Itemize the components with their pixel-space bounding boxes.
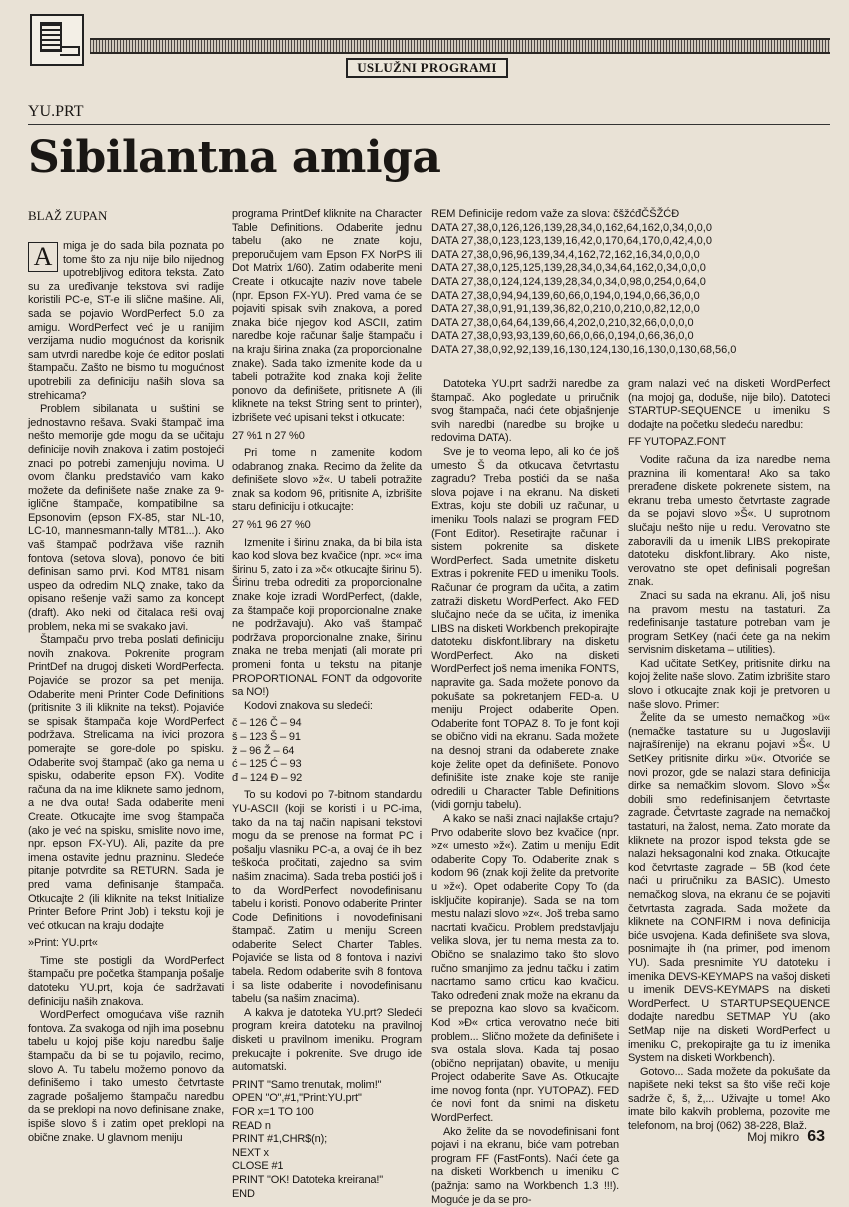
- data-listing: REM Definicije redom važe za slova: čšžćđČŠŽĆĐ DATA 27,38,0,126,126,139,28,34,0,162,64,162,0,34,0,0,0 DATA 27,38,0,123,123,139,16,42,0,170,64,170,0,42,4,0,0 DATA 27,38,0,96,96,139,34,4,162,72,162,16,34,0,0,0,0 DATA 27,38,0,125,125,139,28,34,0,34,64,162,0,34,0,0,0 DATA 27,38,0,124,124,139,28,34,0,34,0,98,0,254,0,64,0 DATA 27,38,0,94,94,139,60,66,0,194,0,194,0,66,36,0,0 DATA 27,38,0,91,91,139,36,82,0,210,0,210,0,82,12,0,0 DATA 27,38,0,64,64,139,66,4,202,0,210,32,66,0,0,0,0 DATA 27,38,0,93,93,139,60,66,0,66,0,194,0,66,36,0,0 DATA 27,38,0,92,92,139,16,130,124,130,16,130,0,130,68,56,0: [431, 208, 737, 356]
- column-4: [628, 378, 830, 1133]
- paragraph: A miga je do sada bila poznata po tome što za nju nije bilo nijednog upotrebljivog editora teksta. Zato su za uređivanje tekstova svi radije koristili PC-e, ST-e ili slične mašine. Ali, sada se pojavio WordPerfect 5.0 za amigu. WordPerfect već je u ranijim verzijama nudio mogućnost da korisnik sam utvrdi naredbe koje će editor poslati štampaču. Zašto ne bismo tu mogućnost upotrebili za definiciju naših slova sa strehicama?: [28, 240, 224, 402]
- page-number: 63: [807, 1128, 825, 1145]
- title-divider: [28, 124, 830, 125]
- code-snippet: »Print: YU.prt«: [28, 937, 98, 950]
- magazine-name: Moj mikro: [747, 1130, 800, 1144]
- paragraph: gram nalazi već na disketi WordPerfect (na mojoj ga, doduše, nije bilo). Datoteci STARTUP-SEQUENCE u imeniku S dodajte na početku sledeću naredbu:: [628, 378, 830, 431]
- paragraph: Ako želite da se novodefinisani font pojavi i na ekranu, biće vam potreban program FF (FastFonts). Naći ćete ga na disketi Workbench u imeniku C (pažnja: samo na Workbench 1.3 !!!). Moguće je da se pro-: [431, 1125, 619, 1206]
- paragraph: Izmenite i širinu znaka, da bi bila ista kao kod slova bez kvačice (npr. »c« ima širinu 5, zato i za »č« otkucajte širinu 5). Širinu treba odrediti za proporcionalne znake koje izradi WordPerfect, (dakle, za štampače koji proporcionalne znake ne podržavaju). Ako vaš štampač podržava proporcionalne znake, širinu znaka ne treba menjati (ali morate pri promeni fonta u tekstu na pitanje PROPORTIONAL FONT da odgovorite sa NO!): [232, 536, 422, 699]
- drop-cap: A: [28, 242, 58, 272]
- article-kicker: YU.PRT: [28, 103, 84, 120]
- basic-program-listing: PRINT "Samo trenutak, molim!" OPEN "O",#1,"Print:YU.prt" FOR x=1 TO 100 READ n PRINT #1,CHR$(n); NEXT x CLOSE #1 PRINT "OK! Datoteka kreirana!" END: [232, 1078, 384, 1200]
- character-code-table: č – 126 Č – 94 š – 123 Š – 91 ž – 96 Ž – 64 ć – 125 Ć – 93 đ – 124 Đ – 92: [232, 717, 303, 784]
- paragraph: WordPerfect omogućava više raznih fontova. Za svakoga od njih ima posebnu tabelu u kojoj piše koju naredbu šalje štampaču da bi se tu pojavilo, recimo, slovo A. Tu tabelu možemo ponovo da definišemo i tako umesto četvrtaste zagrade pošaljemo štampaču naredbu da se preklopi na novo definisane znake, ispiše slovo š i zatim opet preklopi na obične znake. U glavnom meniju: [28, 1009, 224, 1144]
- paragraph: A kakva je datoteka YU.prt? Sledeći program kreira datoteku na pravilnoj disketi u pravilnom imeniku. Program prekucajte i pokrenite. Sve drugo ide automatski.: [232, 1006, 422, 1074]
- section-label: USLUŽNI PROGRAMI: [346, 58, 508, 78]
- paragraph: Datoteka YU.prt sadrži naredbe za štampač. Ako pogledate u priručnik svog štampača, naći ćete objašnjenje svih naredbi (naredbe su brojke u redovima DATA).: [431, 378, 619, 445]
- code-snippet: 27 %1 96 27 %0: [232, 519, 311, 532]
- paragraph: Vodite računa da iza naredbe nema praznina ili komentara! Ako sa tako prerađene diskete pokrenete sistem, na ekranu treba umesto četvrtaste zagrade da se pojavi slovo »Š«. U suprotnom slučaju nešto nije u redu. Verovatno ste zaboravili da u imenik LIBS prekopirate datoteku diskfont.library. Ako niste, verovatno ste opet definisali pogrešan znak.: [628, 453, 830, 589]
- paragraph: Gotovo... Sada možete da pokušate da napišete neki tekst sa što više reči koje sadrže č, š, ž,... Uživajte u tome! Ako imate bilo kakvih problema, pozovite me telefonom, na broj (062) 38-228, Blaž.: [628, 1065, 830, 1133]
- header-rule: [90, 38, 830, 54]
- paragraph: Pri tome n zamenite kodom odabranog znaka. Recimo da želite da definišete slovo »ž«. U tabeli potražite znak sa kodom 96, pritisnite A, izbrišite staru definiciju i otkucajte:: [232, 447, 422, 514]
- paragraph: Time ste postigli da WordPerfect štampaču pre početka štampanja pošalje datoteku YU.prt, koja će sadržavati definiciju naših znakova.: [28, 954, 224, 1008]
- paragraph: Problem sibilanata u suštini se jednostavno rešava. Svaki štampač ima nešto memorije gde mogu da se učitaju definicije novih znakova i zatim postojeći znaci po potrebi zamenjuju novima. U ovom članku predstavićo vam kako možete da definišete naše znake za 9-igličnе štampače, kompatibilne sa Epsonovim (epson FX-85, star NL-10, LC-10, mannesmann-tally MT81...). Ako vaš štampač podržava više raznih fontova (setova slova), ponovo će biti definisan samo prvi. Kod MT81 nisam uspeo da odredim NLQ znake, tako da opisano rešenje važi samo za koncept (draft). Ako neki od čitalaca reši ovaj problem, neka mi se svakako javi.: [28, 403, 224, 633]
- paragraph: Štampaču prvo treba poslati definiciju novih znakova. Pokrenite program PrintDef na drugoj disketi WordPerfecta. Pojaviće se prozor sa pet menija. Odaberite meni Printer Code Definitions (pritisnite 3 ili kliknite na tekst). Pojaviće se spisak štampača koje WordPerfect podržava. Strelicama na ivici prozora pomerajte se gore-dole po spisku. Odaberite svoj štampač (ako ga nema u spisku, odaberite epson FX). Vodite računa da na ime kliknete samo jednom, a ne dva outa! Sada odaberite meni Create. Otkucajte ime svog štampača (ako je već na spisku, smislite novo ime, npr. epson FX-YU). Ali, pazite da pre imena ostavite jednu prazninu. Sledeće pitanje potvrdite sa RETURN. Sada je pred vama definisanje štampača. Otkucajte 2 (ili kliknite na tekst Initialize Printer Before Print Job) i tekstu koji je već otkucan na kraju dodajte: [28, 634, 224, 932]
- code-snippet: FF YUTOPAZ.FONT: [628, 436, 726, 449]
- code-snippet: 27 %1 n 27 %0: [232, 429, 305, 442]
- paragraph: Kodovi znakova su sledeći:: [244, 699, 373, 712]
- computer-logo-icon: [30, 14, 84, 66]
- paragraph: Znaci su sada na ekranu. Ali, još nisu na pravom mestu na tastaturi. Za redefinisanje tastature potreban vam je program SetKey (naći ćete ga na nekim servisnim disketama – utilities).: [628, 589, 830, 657]
- column-1: [28, 240, 224, 1144]
- column-2: [232, 208, 422, 1200]
- page-footer: [747, 1128, 825, 1146]
- article-title: Sibilantna amiga: [28, 132, 441, 183]
- paragraph: To su kodovi po 7-bitnom standardu YU-ASCII (koji se koristi i u PC-ima, tako da na taj način napisani tekstovi mogu da se prenose na format PC i pošalju vlasniku PC-a, a ovaj će ih bez teškoća pročitati, zajedno sa svim našim znacima). Sada treba postići još i to da WordPerfect novodefinisanu tabelu i koristi. Ponovo odaberite Printer Code Definitions i novodefinisani štampač. Zatim u meniju Screen odaberite Select Charter Tables. Pojaviće se lista od 8 fontova i nazivi tabela. Redom odaberite svih 8 fontova i sa liste odaberite i novodefinisanu tabelu (sa našim znacima).: [232, 789, 422, 1006]
- paragraph: A kako se naši znaci najlakše crtaju? Prvo odaberite slovo bez kvačice (npr. »z« umesto »ž«). Zatim u meniju Edit odaberite Copy To. Odaberite znak s kodom 96 (znak koji želite da pretvorite u »ž«). Opet odaberite Copy To (da isključite kopiranje). Sada se na tom mestu nalazi slovo »z«. Još treba samo nacrtati kvačicu. Problem predstavljaju velika slova, jer tu nema mesta za to. Obično se snalazimo tako što slovo ručno smanjimo za jednu tačku i zatim nacrtamo samo crticu kao kvačicu. Tako određeni znak može na ekranu da se prepozna kao slovo sa kvačicom. Kod »Đ« crtica verovatno neće biti problem... Slično možete da definišete i sva ostala slova. Kada taj posao (obično neprijatan) obavite, u meniju Project odaberite Save As. Otkucajte ime novog fonta (npr. YUTOPAZ). FED će novi font da snimi na disketu WordPerfect.: [431, 813, 619, 1125]
- paragraph: Želite da se umesto nemačkog »ü« (nemačke tastature su u Jugoslaviji najrašírenije) na ekranu pojavi »Š«. U SetKey pritisnite dirku »ü«. Otvoriće se novi prozor, gde se nalazi stara definicija dirke sa nemačkim slovom. Slovo »Š« dobili smo redefinisanjem četvrtaste zagrade. Četvrtaste zagrade na nemačkoj tastaturi, na žalost, nema. Zato morate da kliknete na prozor ispod teksta gde se nalazi heksagonalni kod znaka. Otkucajte kod četvrtaste zagrade – 5B (kod ćete naći u priručniku za BASIC). Umesto nemačkog slova, na ekranu će se pojaviti četvrtasta zagrada. Sada možete da kliknete na CONFIRM i nova definicija biće usvojena. Kada definišete sva slova, posnimajte ih (na primer, pod imenom YU). Sada presnimite YU datoteku i imenika DEVS-KEYMAPS na vašoj disketi u imenik DEVS-KEYMAPS na disketi WordPerfect. U STARTUPSEQUENCE dodajte naredbu SETMAP YU (ako SetMap nije na disketi WordPerfect u imeniku C, prekopirajte ga tu iz imenika System na disketi Workbench).: [628, 712, 830, 1065]
- article-byline: BLAŽ ZUPAN: [28, 208, 108, 223]
- paragraph: Kad učitate SetKey, pritisnite dirku na kojoj želite naše slovo. Zatim izbrišite staro slovo i otkucajte znak koji je pretvoren u naše slovo. Primer:: [628, 657, 830, 711]
- column-3: [431, 378, 619, 1206]
- paragraph: programa PrintDef kliknite na Character Table Definitions. Odaberite jednu tabelu (ako ne znate koju, preporučujem vam Epson FX NorPS ili Dot Matrix 1/60). Zatim odaberite meni Create i otkucajte naziv nove tabele (npr. Epson FX-YU). Pred vama će se pojaviti spisak svih znakova, a pored znaka biće njegov kod ASCII, zatim naredbe koje računar šalje štampaču i na kraju širina znaka (za proporcionalne znake). Sada tako izmenite kode da u tabeli potražite kod znaka koji želite ponovo da definišete, pritisnete A (ili kliknete na tekst String sent to printer), izbrišete već upisani tekst i otkucate:: [232, 208, 422, 424]
- paragraph: Sve je to veoma lepo, ali ko će još umesto Š da otkucava četvrtastu zagradu? Treba postići da se naša slova pojave i na ekranu. Na disketi Extras, koju ste dobili uz računar, u imeniku Tools nalazi se program FED (Font Editor). Resetirajte računar i sistem pokrenite sa diskete WordPerfect. Sada umetnite disketu Extras i pokrenite FED u imeniku Tools. Računar će program da učita, a zatim zatraži disketu WordPerfect. Ako FED slučajno neće da se učita, iz imenika LIBS na disketi Workbench prekopirajte datoteku diskfont.library na disketu WordPerfect. Ako na disketi WordPerfect još nema imenika FONTS, napravite ga. Sada možete ponovo da pokušate sa pokretanjem FED-a. U meniju Project odaberite Open. Odaberite font TOPAZ 8. To je font koji se obično vidi na ekranu. Sada možete na desnoj strani da odaberete znake koje želite opet da definišete. Ponovo definišite iste znake koje ste ranije odredili u Character Table Definitions (vidi gornju tabelu).: [431, 445, 619, 812]
